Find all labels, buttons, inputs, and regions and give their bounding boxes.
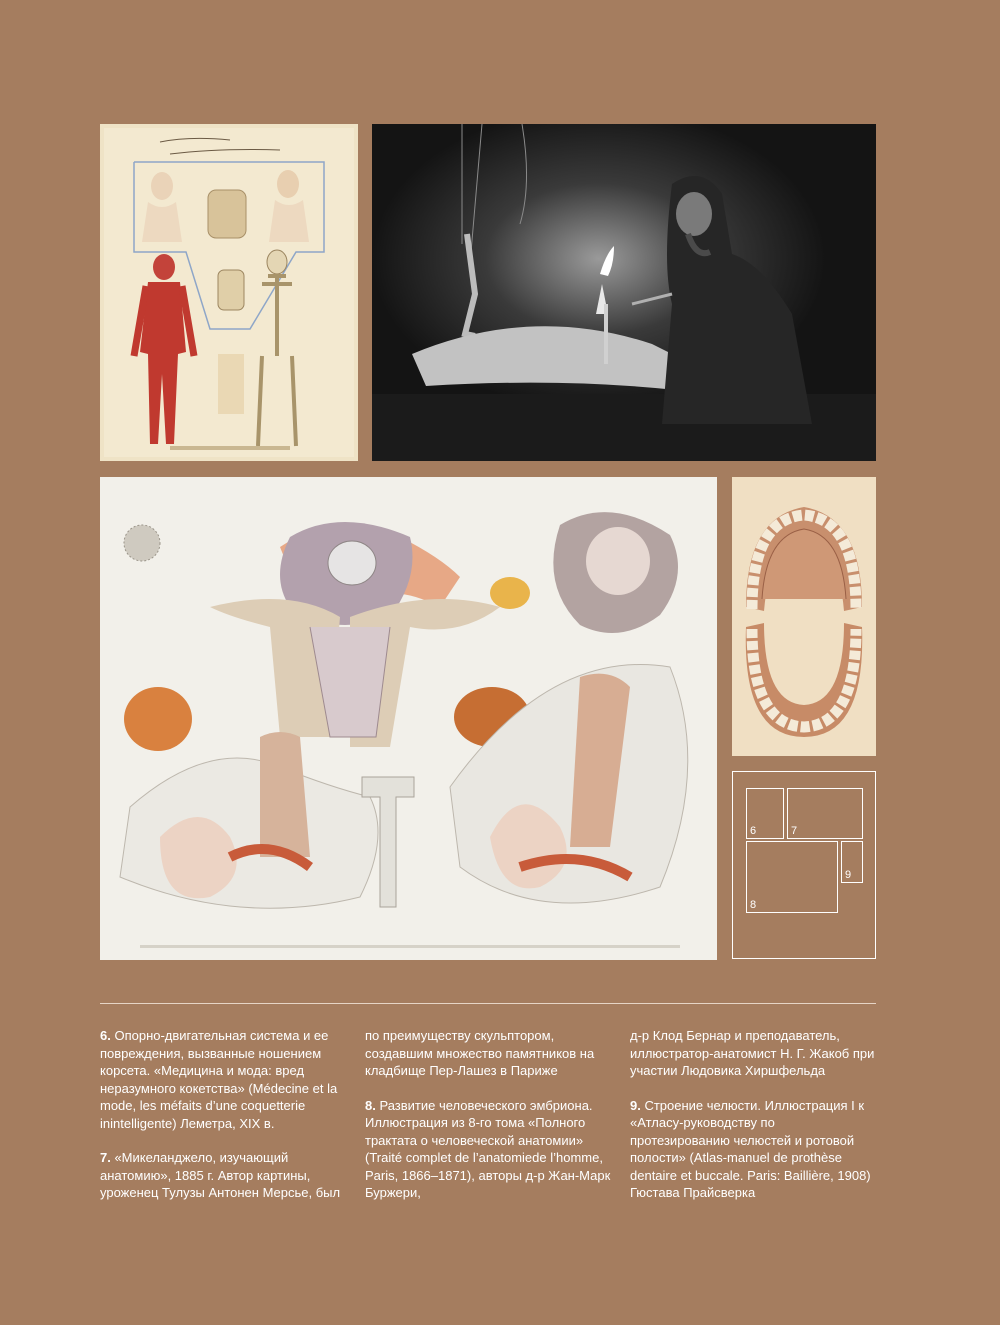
caption-column-3 <box>630 1027 876 1219</box>
caption-6-text: Опорно-двигательная система и ее повреждения, вызванные ношением корсета. «Медицина и мода: вред неразумного кокетства» (Médecine et la mode, les méfaits d’une coquetterie inintelligente) Леметра, XIX в. <box>100 1028 338 1131</box>
caption-9 <box>630 1097 876 1202</box>
caption-6-number: 6. <box>100 1028 111 1043</box>
caption-column-2 <box>365 1027 611 1219</box>
caption-8-continued: д-р Клод Бернар и преподаватель, иллюстратор-анатомист Н. Г. Жакоб при участии Людовика Хиршфельда <box>630 1028 875 1078</box>
caption-6 <box>100 1027 346 1132</box>
figure-6-corset-anatomy <box>100 124 358 461</box>
figure-9-jaw-plate <box>732 477 876 756</box>
legend-box-6 <box>746 788 784 839</box>
legend-label-7: 7 <box>791 825 798 837</box>
caption-9-number: 9. <box>630 1097 641 1113</box>
legend-label-6: 6 <box>750 825 757 837</box>
legend-box-8 <box>746 841 838 913</box>
caption-7-continued: по преимуществу скульптором, создавшим множество памятников на кладбище Пер-Лашез в Париже <box>365 1028 595 1078</box>
caption-8 <box>365 1097 611 1202</box>
caption-7 <box>100 1149 346 1202</box>
legend-box-7 <box>787 788 863 839</box>
caption-7-text: «Микеланджело, изучающий анатомию», 1885 г. Автор картины, уроженец Тулузы Антонен Мерсье, был <box>100 1150 341 1200</box>
figure-7-painting-michelangelo <box>372 124 876 461</box>
figure-layout-legend <box>732 771 876 959</box>
legend-label-9: 9 <box>845 869 852 881</box>
caption-7-number: 7. <box>100 1150 111 1165</box>
caption-divider <box>100 1003 876 1004</box>
figure-8-embryo-plate <box>100 477 717 960</box>
legend-label-8: 8 <box>750 899 757 911</box>
caption-9-text: Строение челюсти. Иллюстрация I к «Атласу-руководству по протезированию челюстей и ротовой полости» (Atlas-manuel de prothèse dentaire et buccale. Paris: Baillière, 1908) Гюстава Прайсверка <box>630 1097 871 1200</box>
caption-8-text: Развитие человеческого эмбриона. Иллюстрация из 8-го тома «Полного трактата о человеческой анатомии» (Traité complet de l’anatomiede l’homme, Paris, 1866–1871), авторы д-р Жан-Марк Буржери, <box>365 1097 611 1200</box>
legend-box-9 <box>841 841 863 883</box>
caption-8-number: 8. <box>365 1097 376 1113</box>
caption-column-1 <box>100 1027 346 1219</box>
